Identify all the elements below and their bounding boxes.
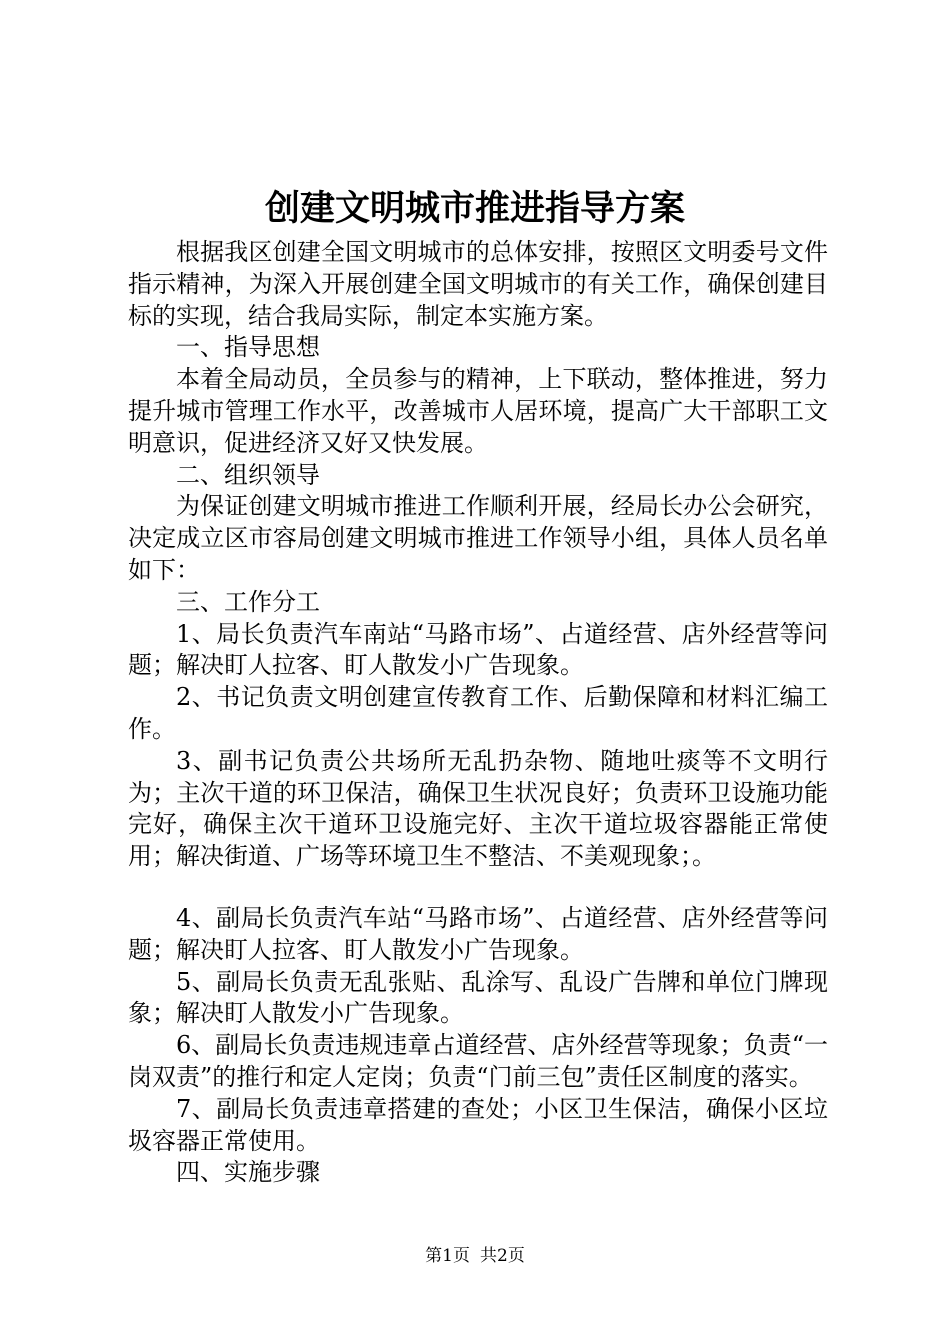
document-title: 创建文明城市推进指导方案 xyxy=(264,188,685,229)
work-item-1: 1、局长负责汽车南站“马路市场”、占道经营、店外经营等问题；解决盯人拉客、盯人散发小广告现象。 xyxy=(128,619,828,680)
section-heading-implementation-steps: 四、实施步骤 xyxy=(176,1158,320,1187)
section-heading-organization: 二、组织领导 xyxy=(176,460,320,489)
page-number-total: 共2页 xyxy=(480,1246,525,1266)
section-heading-guiding-ideology: 一、指导思想 xyxy=(176,333,320,362)
section-heading-division-of-work: 三、工作分工 xyxy=(176,587,320,616)
paragraph-guiding-ideology: 本着全局动员，全员参与的精神，上下联动，整体推进，努力提升城市管理工作水平，改善城市人居环境，提高广大干部职工文明意识，促进经济又好又快发展。 xyxy=(128,365,828,457)
work-item-5: 5、副局长负责无乱张贴、乱涂写、乱设广告牌和单位门牌现象；解决盯人散发小广告现象。 xyxy=(128,967,828,1028)
work-item-4: 4、副局长负责汽车站“马路市场”、占道经营、店外经营等问题；解决盯人拉客、盯人散发小广告现象。 xyxy=(128,903,828,964)
paragraph-organization: 为保证创建文明城市推进工作顺利开展，经局长办公会研究，决定成立区市容局创建文明城市推进工作领导小组，具体人员名单如下： xyxy=(128,492,828,584)
intro-paragraph: 根据我区创建全国文明城市的总体安排，按照区文明委号文件指示精神，为深入开展创建全国文明城市的有关工作，确保创建目标的实现，结合我局实际，制定本实施方案。 xyxy=(128,238,828,330)
page-number-current: 第1页 xyxy=(425,1246,470,1266)
page-footer xyxy=(0,1244,950,1268)
work-item-2: 2、书记负责文明创建宣传教育工作、后勤保障和材料汇编工作。 xyxy=(128,683,828,743)
document-body xyxy=(128,237,828,1189)
work-item-7: 7、副局长负责违章搭建的查处；小区卫生保洁，确保小区垃圾容器正常使用。 xyxy=(128,1094,828,1155)
work-item-6: 6、副局长负责违规违章占道经营、店外经营等现象；负责“一岗双责”的推行和定人定岗；负责“门前三包”责任区制度的落实。 xyxy=(128,1031,828,1091)
work-item-3: 3、副书记负责公共场所无乱扔杂物、随地吐痰等不文明行为；主次干道的环卫保洁，确保卫生状况良好；负责环卫设施功能完好，确保主次干道环卫设施完好、主次干道垃圾容器能正常使用；解决街道、广场等环境卫生不整洁、不美观现象；。 xyxy=(128,746,828,871)
